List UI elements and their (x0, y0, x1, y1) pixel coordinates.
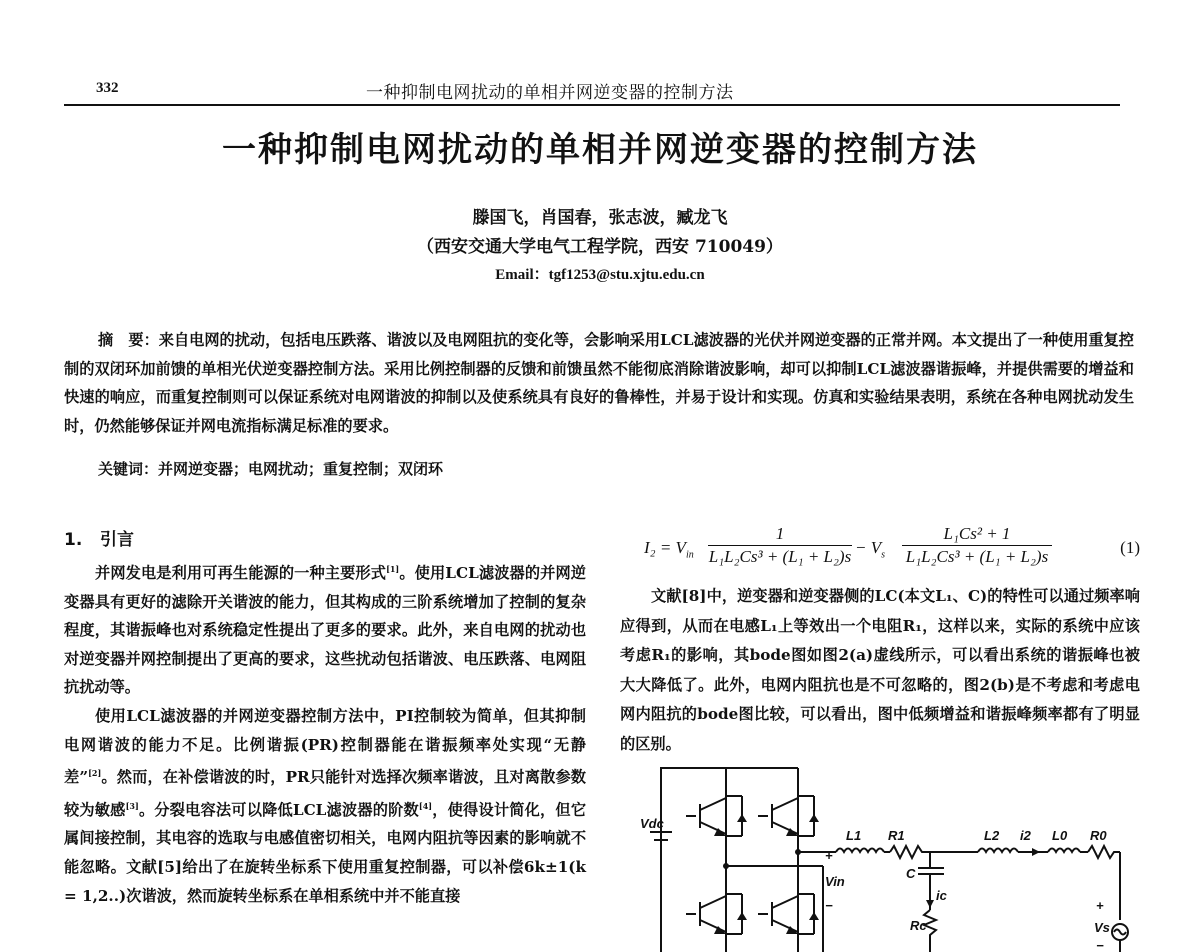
paragraph-text: ，使得设计简化，但它属间接控制，其电容的选取与电感值密切相关，电网内阻抗等因素的影响就不能忽略。文献[5]给出了在旋转坐标系下使用重复控制器，可以补偿6k±1(k = 1,2..)次谐波，然而旋转坐标系在单相系统中并不能直接 (64, 800, 587, 905)
header-rule (64, 104, 1120, 106)
fraction-denominator: L₁L₂Cs³ + (L₁ + L₂)s (708, 547, 852, 566)
equation-minus-term: − $V_s$ (855, 538, 886, 561)
keywords (98, 458, 443, 479)
paragraph-text: 。使用LCL滤波器的并网逆变器具有更好的滤除开关谐波的能力，但其构成的三阶系统增加了控制的复杂程度，其谐振峰也对系统稳定性提出了更多的要求。此外，来自电网的扰动也对逆变器并网控制提出了更高的要求，这些扰动包括谐波、电压跌落、电网阻抗扰动等。 (64, 564, 586, 697)
page-number: 332 (96, 80, 119, 96)
label-vdc: Vdc (640, 816, 664, 831)
citation: [4] (418, 800, 433, 811)
label-vs: Vs (1094, 920, 1110, 935)
fraction-1 (708, 524, 852, 567)
label-vin-plus: + (825, 848, 833, 863)
running-title: 一种抑制电网扰动的单相并网逆变器的控制方法 (366, 83, 734, 103)
label-l1: L1 (846, 828, 862, 843)
paragraph (64, 555, 586, 702)
fraction-2 (902, 524, 1052, 567)
paragraph-text: 使用LCL滤波器的并网逆变器控制方法中，PI控制较为简单，但其抑制电网谐波的能力不足。比例谐振(PR)控制器能在谐振频率处实现“无静差” (64, 706, 586, 787)
citation: [1] (386, 564, 400, 574)
inverter-circuit-diagram (640, 760, 1140, 952)
equation-number: (1) (1120, 538, 1140, 557)
equation-1 (620, 520, 1140, 582)
fraction-numerator: L₁Cs² + 1 (902, 524, 1052, 546)
section-heading (64, 525, 586, 555)
fraction-denominator: L₁L₂Cs³ + (L₁ + L₂)s (905, 547, 1049, 566)
citation: [3] (125, 800, 139, 811)
label-l0: L0 (1052, 828, 1068, 843)
abstract-label: 摘 要 (98, 331, 144, 349)
fraction-numerator: 1 (708, 524, 852, 546)
equation-lhs: $I_2 = V_{in}$ (644, 538, 694, 561)
right-column (620, 520, 1140, 759)
abstract (64, 326, 1134, 440)
label-r1: R1 (888, 828, 905, 843)
label-c: C (906, 866, 916, 881)
affiliation: （西安交通大学电气工程学院，西安 710049） (417, 237, 783, 257)
keywords-text: ：并网逆变器；电网扰动；重复控制；双闭环 (143, 460, 444, 478)
section-title: 引言 (100, 530, 134, 550)
section-number: 1. (64, 530, 83, 550)
running-head (96, 78, 1160, 103)
keywords-label: 关键词 (98, 460, 144, 478)
author-email: Email：tgf1253@stu.xjtu.edu.cn (495, 267, 705, 283)
label-vin-minus: − (825, 898, 833, 913)
label-l2: L2 (984, 828, 1000, 843)
citation: [2] (88, 768, 102, 779)
label-ic: ic (936, 888, 947, 903)
paragraph-text: 。分裂电容法可以降低LCL滤波器的阶数 (138, 800, 419, 819)
paragraph (64, 702, 586, 910)
label-r0: R0 (1090, 828, 1107, 843)
label-vin: Vin (825, 874, 845, 889)
label-vs-plus: + (1096, 898, 1104, 913)
paper-title: 一种抑制电网扰动的单相并网逆变器的控制方法 (222, 130, 978, 170)
label-vs-minus: − (1096, 938, 1104, 952)
label-i2: i2 (1020, 828, 1031, 843)
authors: 滕国飞，肖国春，张志波，臧龙飞 (472, 208, 728, 228)
paragraph: 文献[8]中，逆变器和逆变器侧的LC(本文L₁、C)的特性可以通过频率响应得到，从而在电感L₁上等效出一个电阻R₁，这样以来，实际的系统中应该考虑R₁的影响，其bode图如图2(a)虚线所示，可以看出系统的谐振峰也被大大降低了。此外，电网内阻抗也是不可忽略的，图2(b)是不考虑和考虑电网内阻抗的bode图比较，可以看出，图中低频增益和谐振峰频率都有了明显的区别。 (620, 587, 1140, 753)
label-rc: Rc (910, 918, 927, 933)
paragraph-text: 。然而，在补偿谐波的时，PR只能针对选择次频率谐波，且对离散参数较为敏感 (64, 768, 586, 819)
paragraph-text: 并网发电是利用可再生能源的一种主要形式 (95, 564, 387, 582)
abstract-text: ：来自电网的扰动，包括电压跌落、谐波以及电网阻抗的变化等，会影响采用LCL滤波器的光伏并网逆变器的正常并网。本文提出了一种使用重复控制的双闭环加前馈的单相光伏逆变器控制方法。采用比例控制器的反馈和前馈虽然不能彻底消除谐波影响，却可以抑制LCL滤波器谐振峰，并提供需要的增益和快速的响应，而重复控制则可以保证系统对电网谐波的抑制以及使系统具有良好的鲁棒性，并易于设计和实现。仿真和实验结果表明，系统在各种电网扰动发生时，仍然能够保证并网电流指标满足标准的要求。 (64, 331, 1134, 435)
left-column (64, 525, 586, 910)
